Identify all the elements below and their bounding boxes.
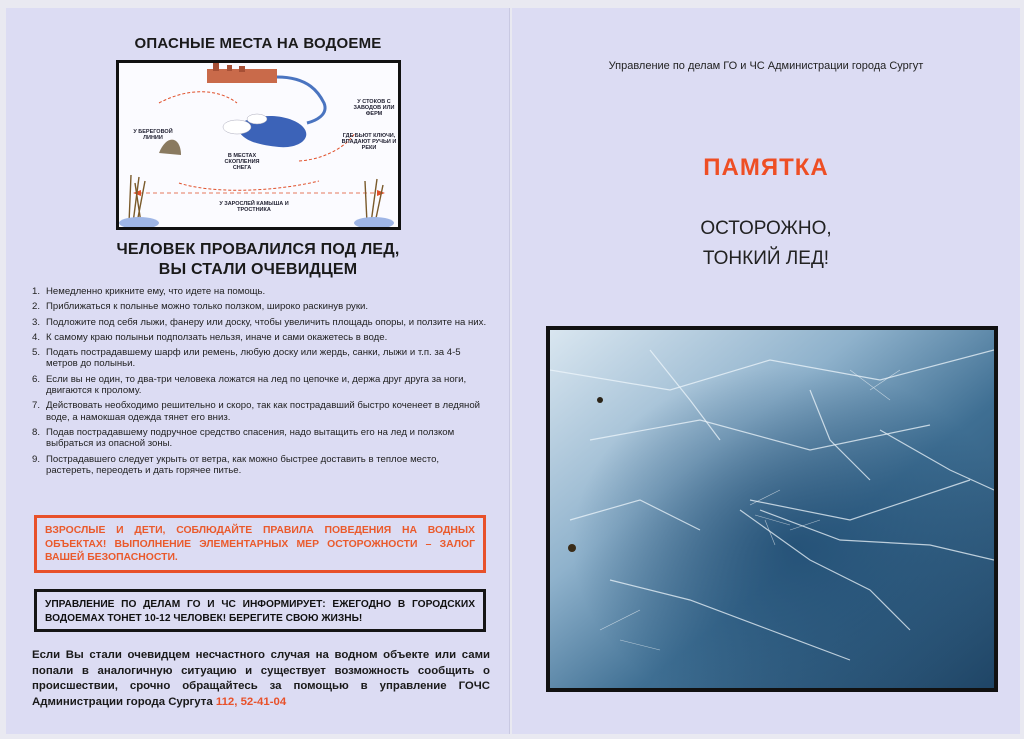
list-item: 3. Подложите под себя лыжи, фанеру или доску, чтобы увеличить площадь опоры, и ползите на них. <box>32 316 487 328</box>
organization-name: Управление по делам ГО и ЧС Администрации города Сургут <box>608 60 924 72</box>
fell-title-line-2: ВЫ СТАЛИ ОЧЕВИДЦЕМ <box>158 261 358 278</box>
danger-places-title: ОПАСНЫЕ МЕСТА НА ВОДОЕМЕ <box>134 35 382 52</box>
drowning-statistics-box: УПРАВЛЕНИЕ ПО ДЕЛАМ ГО И ЧС ИНФОРМИРУЕТ: ЕЖЕГОДНО В ГОРОДСКИХ ВОДОЕМАХ ТОНЕТ 10-12 ЧЕЛОВЕК! БЕРЕГИТЕ СВОЮ ЖИЗНЬ! <box>34 589 486 632</box>
map-label-snow: В МЕСТАХ СКОПЛЕНИЯ СНЕГА <box>224 153 260 171</box>
safety-rules-box: ВЗРОСЛЫЕ И ДЕТИ, СОБЛЮДАЙТЕ ПРАВИЛА ПОВЕДЕНИЯ НА ВОДНЫХ ОБЪЕКТАХ! ВЫПОЛНЕНИЕ ЭЛЕМЕНТАРНЫХ МЕР ОСТОРОЖНОСТИ – ЗАЛОГ ВАШЕЙ БЕЗОПАСНОСТИ. <box>34 515 486 573</box>
list-item: 6. Если вы не один, то два-три человека ложатся на лед по цепочке и, держа друг друга за ноги, двигаются к пролому. <box>32 373 467 397</box>
map-label-drains: У СТОКОВ С ЗАВОДОВ ИЛИ ФЕРМ <box>353 99 395 117</box>
map-label-shore: У БЕРЕГОВОЙ ЛИНИИ <box>133 129 173 141</box>
thin-ice-photo <box>546 326 998 692</box>
list-item: 5. Подать пострадавшему шарф или ремень, любую доску или жердь, санки, лыжи и т.п. за 4-5 метров до полыньи. <box>32 347 461 370</box>
fell-title-line-1: ЧЕЛОВЕК ПРОВАЛИЛСЯ ПОД ЛЕД, <box>116 241 400 258</box>
thin-ice-warning <box>512 214 1020 274</box>
contact-paragraph <box>32 648 490 710</box>
list-item: 9. Пострадавшего следует укрыть от ветра, как можно быстрее доставить в теплое место, растереть, переодеть и дать горячее питье. <box>32 453 440 476</box>
right-panel <box>512 8 1020 734</box>
warning-line-2: ТОНКИЙ ЛЕД! <box>702 248 830 269</box>
warning-line-1: ОСТОРОЖНО, <box>700 218 832 239</box>
fell-through-ice-title <box>6 240 510 280</box>
map-label-reeds: У ЗАРОСЛЕЙ КАМЫША И ТРОСТНИКА <box>219 201 289 213</box>
list-item: 8. Подав пострадавшему подручное средство спасения, надо вытащить его на лед и ползком выбраться из опасной зоны. <box>32 426 455 450</box>
list-item: 4. К самому краю полыньи подползать нельзя, иначе и сами окажетесь в воде. <box>32 331 388 343</box>
list-item: 7. Действовать необходимо решительно и скоро, так как пострадавший быстро коченеет в ледяной воде, а намокшая одежда тянет его вниз. <box>32 400 481 423</box>
list-item: 1. Немедленно крикните ему, что идете на помощь. <box>32 286 266 297</box>
memo-title: ПАМЯТКА <box>703 154 829 181</box>
ice-texture-image <box>550 330 994 688</box>
emergency-phone: 112, 52-41-04 <box>215 695 287 708</box>
contact-text: Если Вы стали очевидцем несчастного случая на водном объекте или сами попали в аналогичную ситуацию и существует возможность сообщить о происшествии, срочно обращайтесь за помощью в управление ГОЧС Администрации города Сургута <box>32 649 490 708</box>
danger-places-illustration <box>116 60 401 230</box>
rescue-steps-list <box>32 286 487 480</box>
map-label-springs: ГДЕ БЬЮТ КЛЮЧИ, ВПАДАЮТ РУЧЬИ И РЕКИ <box>341 133 397 151</box>
left-panel <box>6 8 510 734</box>
list-item: 2. Приближаться к полынье можно только ползком, широко раскинув руки. <box>32 301 369 313</box>
